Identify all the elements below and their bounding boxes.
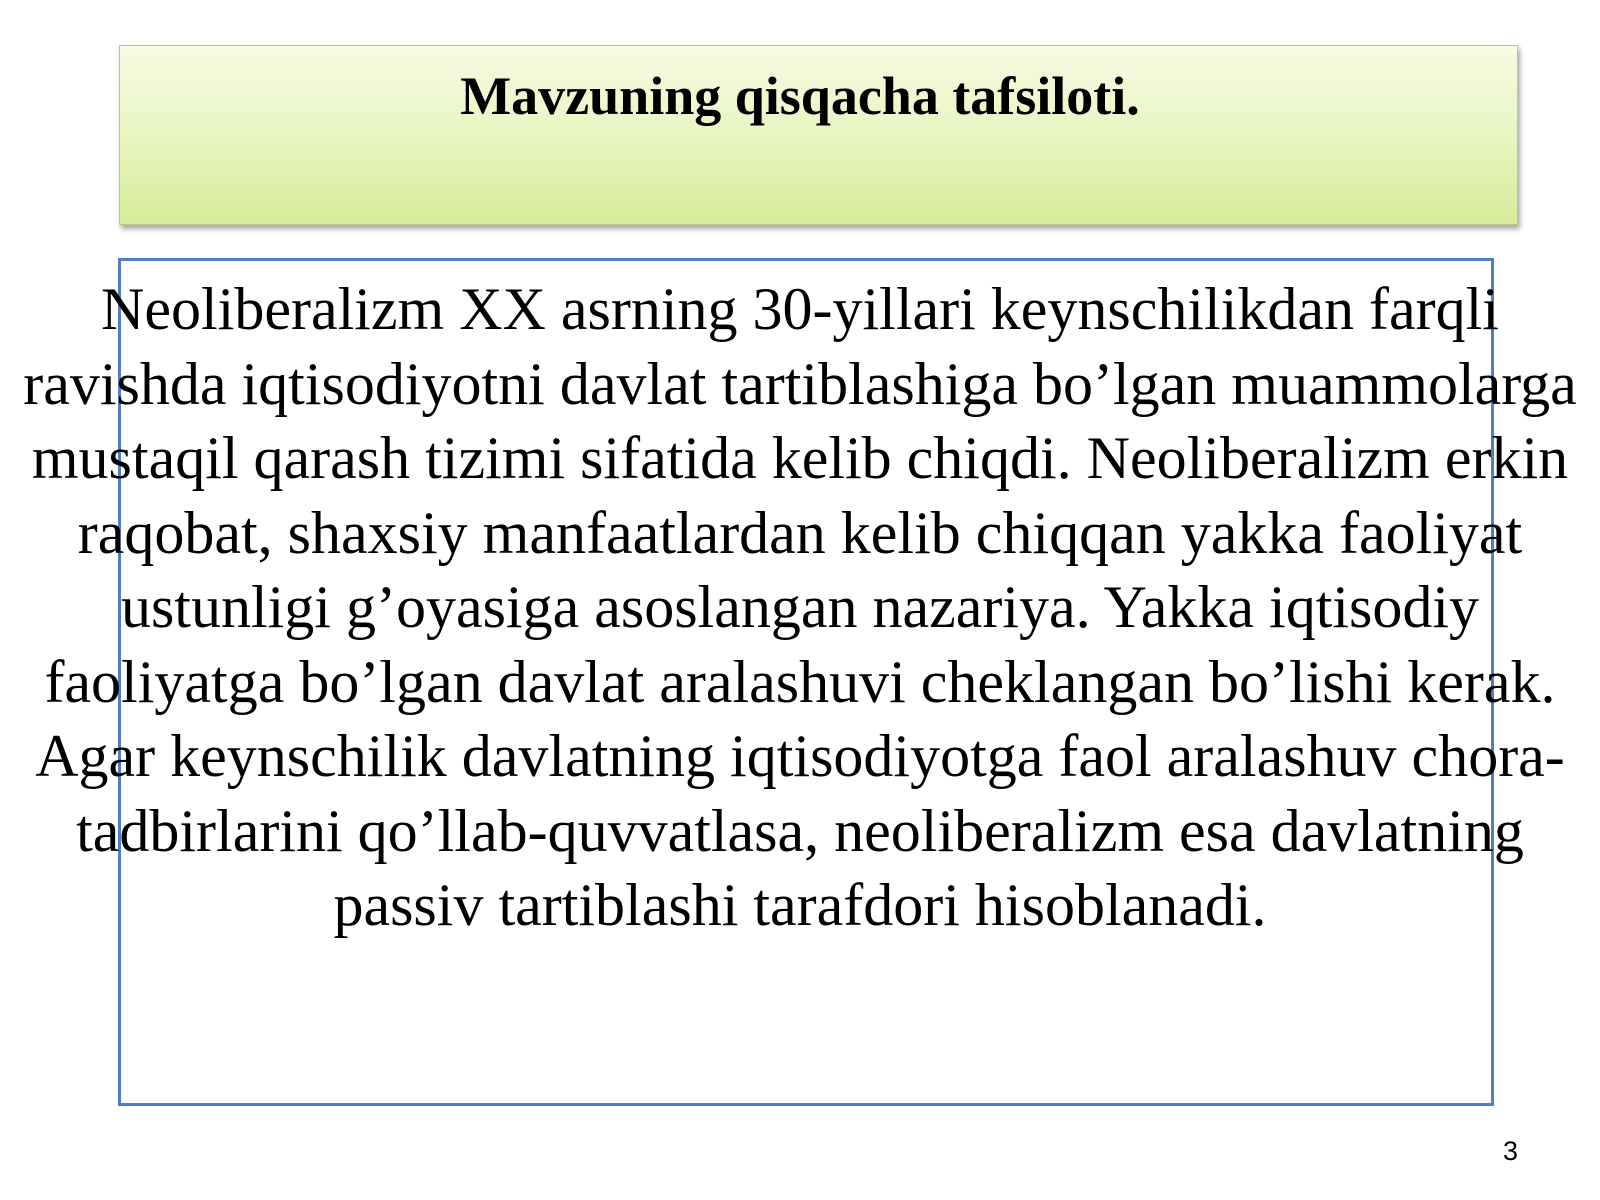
page-number: 3: [1502, 1136, 1518, 1166]
slide-title: Mavzuning qisqacha tafsiloti.: [460, 66, 1140, 126]
slide-body-text: Neoliberalizm XX asrning 30-yillari keynschilikdan farqli ravishda iqtisodiyotni davlat tartiblashiga bo’lgan muammolarga mustaqil qarash tizimi sifatida kelib chiqdi. Neoliberalizm erkin raqobat, shaxsiy manfaatlardan kelib chiqqan yakka faoliyat ustunligi g’oyasiga asoslangan nazariya. Yakka iqtisodiy faoliyatga bo’lgan davlat aralashuvi cheklangan bo’lishi kerak. Agar keynschilik davlatning iqtisodiyotga faol aralashuv chora-tadbirlarini qo’llab-quvvatlasa, neoliberalizm esa davlatning passiv tartiblashi tarafdori hisoblanadi.: [23, 276, 1577, 938]
